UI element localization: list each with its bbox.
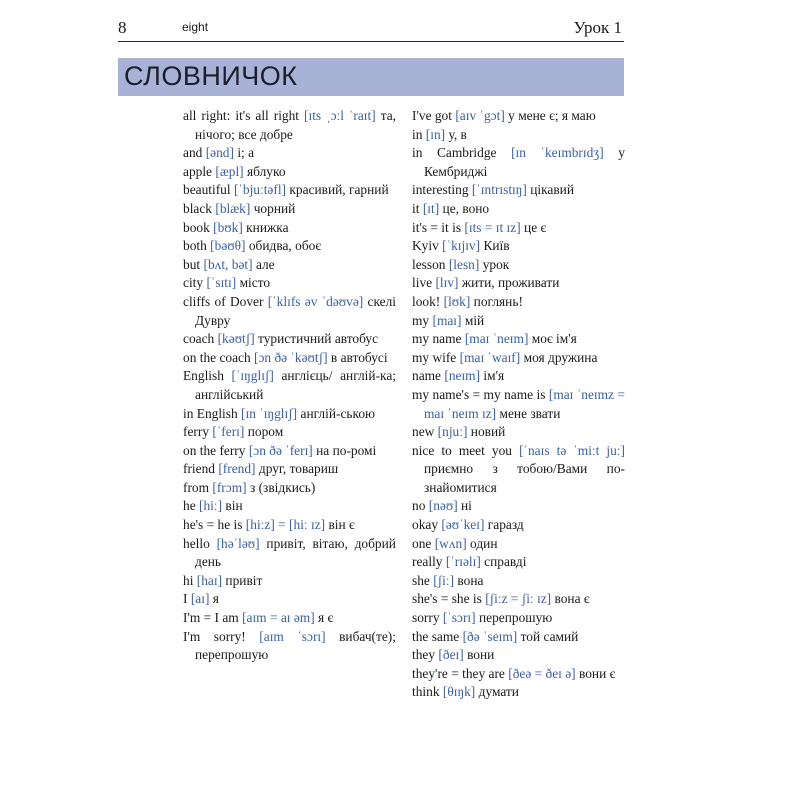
entry-word: name xyxy=(412,368,441,384)
vocabulary-entry xyxy=(412,683,625,702)
entry-transcription: [maɪ ˈneɪm] xyxy=(464,331,529,347)
entry-word: no xyxy=(412,498,426,514)
entry-word: city xyxy=(183,275,204,291)
entry-translation: англій-ською xyxy=(300,405,376,421)
entry-word: one xyxy=(412,535,432,551)
entry-transcription: [ənd] xyxy=(205,145,234,161)
vocabulary-entry xyxy=(183,349,396,368)
vocabulary-entry xyxy=(183,274,396,293)
vocabulary-entry xyxy=(412,386,625,423)
entry-transcription: [lɪv] xyxy=(435,275,459,291)
entry-word: but xyxy=(183,256,201,272)
entry-word: apple xyxy=(183,163,212,179)
vocabulary-entry xyxy=(183,516,396,535)
entry-transcription: [maɪ ˈwaɪf] xyxy=(459,349,521,365)
entry-translation: жити, проживати xyxy=(461,275,560,291)
entry-translation: мене звати xyxy=(499,405,561,421)
entry-transcription: [aɪ] xyxy=(190,591,210,607)
vocabulary-entry xyxy=(183,497,396,516)
vocabulary-entry xyxy=(412,107,625,126)
entry-word: they're = they are xyxy=(412,665,505,681)
page-number-word: eight xyxy=(182,20,209,34)
entry-translation: вони xyxy=(467,647,495,663)
vocabulary-entry xyxy=(412,609,625,628)
entry-word: friend xyxy=(183,461,215,477)
lesson-title: Урок 1 xyxy=(573,18,622,37)
entry-transcription: [ˈsɪtɪ] xyxy=(206,275,237,291)
vocabulary-entry xyxy=(412,646,625,665)
entry-word: really xyxy=(412,554,443,570)
entry-translation: туристичний автобус xyxy=(258,331,379,347)
entry-word: live xyxy=(412,275,433,291)
entry-word: on the ferry xyxy=(183,442,246,458)
entry-translation: один xyxy=(470,535,498,551)
entry-word: look! xyxy=(412,293,441,309)
entry-transcription: [blæk] xyxy=(215,200,251,216)
entry-transcription: [æpl] xyxy=(215,163,244,179)
entry-word: I'm = I am xyxy=(183,610,239,626)
entry-word: from xyxy=(183,479,210,495)
entry-translation: моя дружина xyxy=(523,349,598,365)
entry-transcription: [kəʊtʃ] xyxy=(217,331,255,347)
vocabulary-entry xyxy=(412,274,625,293)
entry-translation: привіт xyxy=(225,572,263,588)
entry-word: and xyxy=(183,145,203,161)
entry-word: in Cambridge xyxy=(412,145,497,161)
entry-transcription: [ˈrɪəlɪ] xyxy=(445,554,481,570)
vocabulary-entry xyxy=(183,144,396,163)
entry-word: she's = she is xyxy=(412,591,482,607)
entry-word: it's = it is xyxy=(412,219,462,235)
vocabulary-entry xyxy=(412,590,625,609)
entry-transcription: [əʊˈkeɪ] xyxy=(441,517,485,533)
entry-word: book xyxy=(183,219,210,235)
entry-transcription: [hiː] xyxy=(199,498,223,514)
vocabulary-entry xyxy=(183,405,396,424)
entry-word: hi xyxy=(183,572,194,588)
entry-transcription: [ðeɪ] xyxy=(438,647,464,663)
entry-translation: на по-ромі xyxy=(316,442,377,458)
entry-word: they xyxy=(412,647,436,663)
vocabulary-entry xyxy=(183,442,396,461)
entry-transcription: [ðeə = ðeɪ ə] xyxy=(508,665,576,681)
entry-translation: перепрошую xyxy=(478,610,553,626)
entry-translation: англієць/ англій-ка; англійський xyxy=(195,368,396,402)
vocabulary-right-column xyxy=(412,107,625,702)
entry-translation: яблуко xyxy=(246,163,286,179)
entry-word: he xyxy=(183,498,196,514)
vocabulary-entry xyxy=(183,479,396,498)
entry-transcription: [lesn] xyxy=(448,256,480,272)
entry-translation: поглянь! xyxy=(473,293,523,309)
vocabulary-entry xyxy=(412,237,625,256)
entry-translation: він є xyxy=(328,517,355,533)
entry-transcription: [aɪm = aɪ əm] xyxy=(242,610,315,626)
vocabulary-entry xyxy=(183,460,396,479)
entry-word: hello xyxy=(183,535,210,551)
vocabulary-entry xyxy=(412,181,625,200)
page-number: 8 xyxy=(118,18,127,37)
entry-transcription: [bəʊθ] xyxy=(210,238,246,254)
entry-transcription: [frɔm] xyxy=(212,479,247,495)
entry-translation: це, воно xyxy=(442,200,490,216)
entry-transcription: [ʃiː] xyxy=(433,572,455,588)
entry-translation: вона є xyxy=(554,591,590,607)
entry-translation: красивий, гарний xyxy=(289,182,389,198)
entry-word: lesson xyxy=(412,256,446,272)
entry-translation: я є xyxy=(318,610,334,626)
entry-transcription: [haɪ] xyxy=(196,572,223,588)
vocabulary-entry xyxy=(412,497,625,516)
entry-word: ferry xyxy=(183,424,210,440)
entry-word: the same xyxy=(412,628,460,644)
vocabulary-entry xyxy=(412,423,625,442)
entry-word: nice to meet you xyxy=(412,442,512,458)
vocabulary-entry xyxy=(183,293,396,330)
vocabulary-entry xyxy=(183,609,396,628)
entry-translation: вибач(те); перепрошую xyxy=(195,628,396,663)
entry-word: all right: it's all right xyxy=(183,108,300,123)
entry-transcription: [ˈbjuːtəfl] xyxy=(233,182,287,198)
entry-transcription: [aɪv ˈgɔt] xyxy=(455,108,505,123)
vocabulary-left-column xyxy=(183,107,396,665)
entry-word: Kyiv xyxy=(412,238,439,254)
entry-transcription: [wʌn] xyxy=(434,535,467,551)
entry-word: black xyxy=(183,200,212,216)
entry-transcription: [lʊk] xyxy=(443,293,471,309)
entry-transcription: [θɪŋk] xyxy=(442,684,476,700)
entry-translation: Київ xyxy=(483,238,510,254)
entry-transcription: [ɪn] xyxy=(425,126,446,142)
entry-word: my name xyxy=(412,331,462,347)
entry-word: okay xyxy=(412,517,439,533)
vocabulary-entry xyxy=(412,442,625,498)
entry-word: new xyxy=(412,424,435,440)
entry-transcription: [ɪts = ɪt ɪz] xyxy=(464,219,521,235)
entry-translation: в автобусі xyxy=(330,349,388,365)
entry-translation: місто xyxy=(239,275,271,291)
entry-translation: і; а xyxy=(237,145,255,161)
entry-translation: пором xyxy=(247,424,284,440)
entry-translation: у Кембриджі xyxy=(424,145,625,179)
entry-translation: мій xyxy=(464,312,485,328)
entry-translation: справді xyxy=(484,554,527,570)
entry-translation: це є xyxy=(524,219,547,235)
entry-transcription: [aɪm ˈsɔrɪ] xyxy=(259,628,326,644)
section-title: СЛОВНИЧОК xyxy=(124,61,298,91)
entry-translation: але xyxy=(255,256,275,272)
vocabulary-entry xyxy=(412,349,625,368)
vocabulary-entry xyxy=(412,219,625,238)
entry-translation: скелі Дувру xyxy=(195,293,397,328)
entry-transcription: [ˈɪntrɪstɪŋ] xyxy=(471,182,527,198)
entry-transcription: [ɔn ðə ˈferɪ] xyxy=(248,442,313,458)
vocabulary-entry xyxy=(412,516,625,535)
entry-transcription: [ˈɪŋglɪʃ] xyxy=(231,368,274,384)
entry-transcription: [ɔn ðə ˈkəʊtʃ] xyxy=(254,349,328,365)
vocabulary-entry xyxy=(183,572,396,591)
entry-transcription: [frend] xyxy=(218,461,256,477)
entry-word: my wife xyxy=(412,349,457,365)
entry-translation: з (звідкись) xyxy=(249,479,316,495)
vocabulary-entry xyxy=(412,572,625,591)
entry-word: beautiful xyxy=(183,182,231,198)
vocabulary-entry xyxy=(183,181,396,200)
entry-translation: моє ім'я xyxy=(531,331,577,347)
entry-translation: у, в xyxy=(448,126,467,142)
entry-transcription: [ɪts ˌɔːl ˈraɪt] xyxy=(304,108,376,123)
entry-transcription: [ɪn ˈɪŋglɪʃ] xyxy=(241,405,298,421)
entry-word: I've got xyxy=(412,108,452,123)
entry-transcription: [nəʊ] xyxy=(428,498,458,514)
entry-word: it xyxy=(412,200,420,216)
entry-word: in xyxy=(412,126,423,142)
vocabulary-entry xyxy=(412,200,625,219)
entry-word: in English xyxy=(183,405,238,421)
entry-transcription: [bʌt, bət] xyxy=(203,256,253,272)
entry-translation: книжка xyxy=(246,219,289,235)
vocabulary-entry xyxy=(412,628,625,647)
entry-transcription: [ˈkɪjɪv] xyxy=(442,238,481,254)
entry-translation: друг, товариш xyxy=(258,461,339,477)
vocabulary-entry xyxy=(183,219,396,238)
vocabulary-entry xyxy=(412,553,625,572)
entry-transcription: [maɪ ˈneɪmz = maɪ ˈneɪm ɪz] xyxy=(424,386,625,421)
vocabulary-entry xyxy=(183,256,396,275)
vocabulary-entry xyxy=(183,367,396,404)
entry-transcription: [maɪ] xyxy=(432,312,462,328)
vocabulary-entry xyxy=(183,237,396,256)
entry-translation: привіт, вітаю, добрий день xyxy=(195,535,396,570)
entry-transcription: [ˈklɪfs əv ˈdəʊvə] xyxy=(267,293,364,309)
entry-translation: ні xyxy=(461,498,472,514)
entry-transcription: [ɪn ˈkeɪmbrɪdʒ] xyxy=(511,145,604,161)
entry-transcription: [həˈləʊ] xyxy=(216,535,260,551)
entry-translation: та, нічого; все добре xyxy=(195,108,396,142)
entry-translation: той самий xyxy=(520,628,579,644)
section-banner xyxy=(118,58,624,96)
entry-transcription: [ˈferɪ] xyxy=(212,424,245,440)
vocabulary-entry xyxy=(412,535,625,554)
vocabulary-entry xyxy=(183,330,396,349)
vocabulary-entry xyxy=(183,590,396,609)
entry-word: he's = he is xyxy=(183,517,243,533)
entry-word: she xyxy=(412,572,430,588)
entry-transcription: [ˈsɔrɪ] xyxy=(442,610,476,626)
vocabulary-entry xyxy=(412,293,625,312)
entry-word: I'm sorry! xyxy=(183,628,246,644)
entry-word: English xyxy=(183,368,224,384)
vocabulary-entry xyxy=(183,200,396,219)
vocabulary-entry xyxy=(183,107,396,144)
entry-translation: ім'я xyxy=(483,368,505,384)
entry-transcription: [njuː] xyxy=(437,424,468,440)
entry-word: I xyxy=(183,591,188,607)
entry-translation: він xyxy=(225,498,243,514)
entry-translation: гаразд xyxy=(487,517,524,533)
entry-translation: думати xyxy=(478,684,519,700)
entry-translation: вони є xyxy=(579,665,616,681)
vocabulary-entry xyxy=(412,367,625,386)
entry-word: on the coach xyxy=(183,349,251,365)
entry-word: both xyxy=(183,238,207,254)
entry-translation: урок xyxy=(482,256,510,272)
page-header xyxy=(118,18,624,42)
entry-translation: приємно з тобою/Вами по-знайомитися xyxy=(424,461,625,495)
entry-transcription: [neɪm] xyxy=(444,368,481,384)
vocabulary-entry xyxy=(183,163,396,182)
entry-word: my name's = my name is xyxy=(412,386,546,402)
vocabulary-entry xyxy=(183,423,396,442)
entry-transcription: [bʊk] xyxy=(213,219,243,235)
entry-translation: у мене є; я маю xyxy=(508,108,596,123)
entry-word: cliffs of Dover xyxy=(183,293,264,309)
entry-translation: новий xyxy=(470,424,506,440)
entry-translation: обидва, обоє xyxy=(248,238,322,254)
vocabulary-entry xyxy=(412,312,625,331)
vocabulary-entry xyxy=(412,144,625,181)
vocabulary-entry xyxy=(412,665,625,684)
entry-word: think xyxy=(412,684,440,700)
entry-transcription: [ðə ˈseɪm] xyxy=(462,628,518,644)
vocabulary-entry xyxy=(412,256,625,275)
vocabulary-entry xyxy=(183,535,396,572)
entry-transcription: [ʃiːz = ʃiː ɪz] xyxy=(485,591,552,607)
entry-word: sorry xyxy=(412,610,440,626)
entry-translation: я xyxy=(212,591,219,607)
entry-word: coach xyxy=(183,331,215,347)
entry-translation: цікавий xyxy=(530,182,575,198)
vocabulary-entry xyxy=(412,330,625,349)
entry-translation: чорний xyxy=(253,200,296,216)
vocabulary-entry xyxy=(412,126,625,145)
entry-transcription: [hiːz] = [hiː ɪz] xyxy=(245,517,326,533)
vocabulary-entry xyxy=(183,628,396,665)
entry-word: interesting xyxy=(412,182,469,198)
entry-word: my xyxy=(412,312,430,328)
entry-transcription: [ɪt] xyxy=(422,200,440,216)
entry-translation: вона xyxy=(457,572,484,588)
entry-transcription: [ˈnaɪs tə ˈmiːt juː] xyxy=(519,442,626,458)
